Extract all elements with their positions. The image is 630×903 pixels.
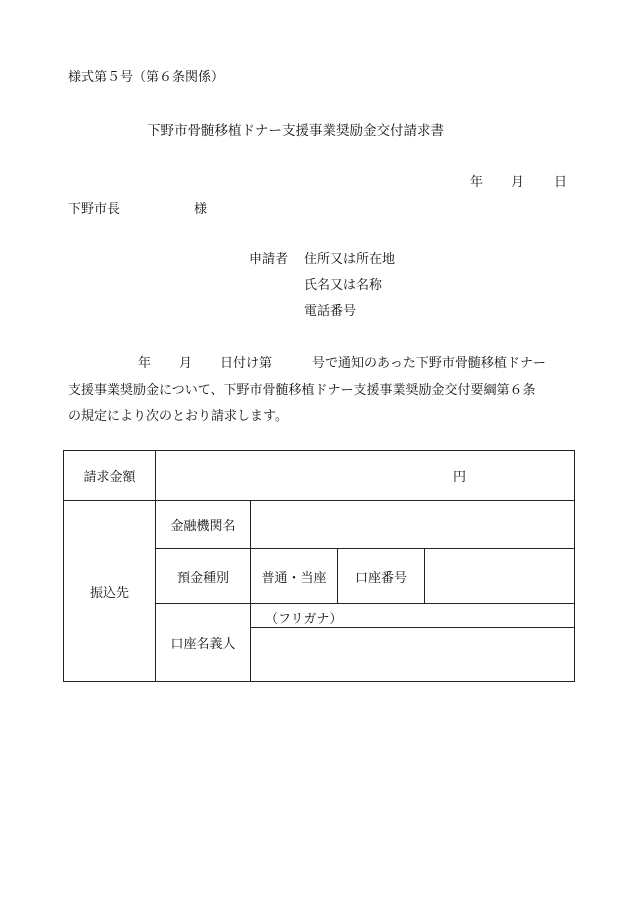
applicant-address-label: 住所又は所在地: [304, 252, 396, 267]
furigana-label: （フリガナ）: [265, 612, 343, 627]
body-line-3: の規定により次のとおり請求します。: [68, 409, 288, 424]
body-line1-rest: 号で通知のあった下野市骨髄移植ドナー: [312, 356, 546, 371]
applicant-name-label: 氏名又は名称: [304, 278, 383, 293]
applicant-phone-label: 電話番号: [304, 304, 357, 319]
date-line: [470, 171, 567, 190]
furigana-field[interactable]: [251, 604, 575, 628]
account-number-label: 口座番号: [338, 549, 425, 604]
date-day: 日: [554, 175, 568, 190]
date-month: 月: [511, 175, 525, 190]
body-month: 月: [179, 356, 193, 371]
bank-name-label: 金融機関名: [156, 501, 251, 549]
body-dated-no: 日付け第: [220, 356, 273, 371]
date-year: 年: [470, 175, 484, 190]
yen-unit: 円: [453, 470, 467, 485]
account-holder-field[interactable]: [251, 628, 575, 682]
transfer-destination-label: 振込先: [64, 501, 156, 682]
account-number-field[interactable]: [425, 549, 575, 604]
deposit-type-options[interactable]: 普通・当座: [251, 549, 338, 604]
addressee: [68, 198, 208, 217]
document-title: 下野市骨髄移植ドナー支援事業奨励金交付請求書: [147, 123, 444, 139]
claim-form-table: [63, 450, 575, 682]
body-line-2: 支援事業奨励金について、下野市骨髄移植ドナー支援事業奨励金交付要綱第６条: [68, 382, 536, 398]
bank-name-field[interactable]: [251, 501, 575, 549]
applicant-label: 申請者: [249, 252, 289, 267]
body-line-1: [68, 351, 546, 378]
body-year: 年: [138, 356, 152, 371]
amount-label: 請求金額: [64, 451, 156, 501]
form-number-label: 様式第５号（第６条関係）: [68, 70, 225, 85]
deposit-type-label: 預金種別: [156, 549, 251, 604]
amount-field[interactable]: [156, 451, 575, 501]
request-body-text: [68, 351, 546, 431]
addressee-honorific: 様: [194, 202, 208, 217]
account-holder-label: 口座名義人: [156, 604, 251, 682]
addressee-name: 下野市長: [68, 202, 121, 217]
